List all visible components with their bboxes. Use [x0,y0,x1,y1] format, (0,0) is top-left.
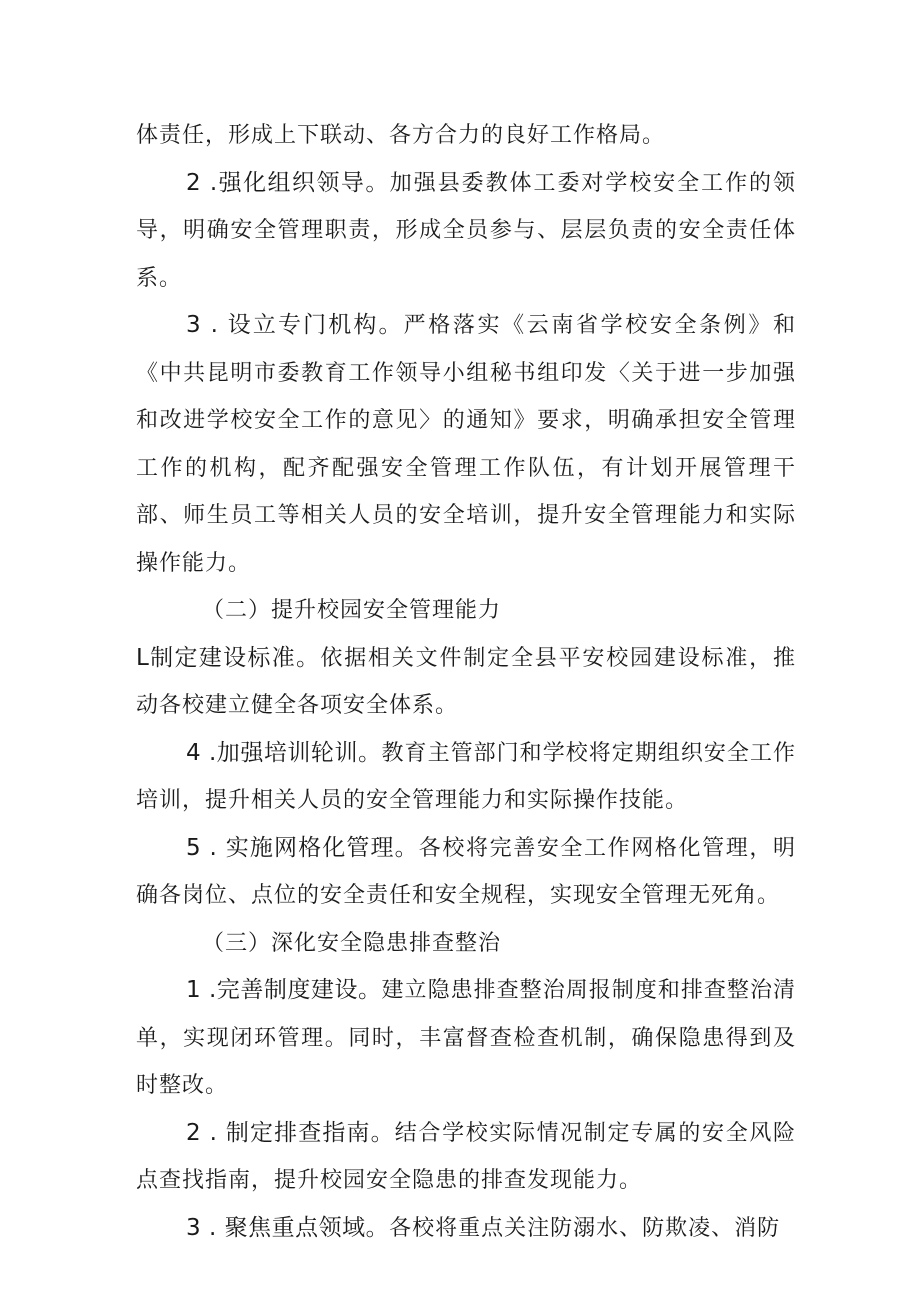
paragraph-body: 各校将重点关注防溺水、防欺凌、消防 [389,1215,781,1241]
section-heading-3: （三）深化安全隐患排查整治 [202,930,502,956]
paragraph-body: 依据相关文件制定全县平安校园建设标准，推动各校建立健全各项安全体系。 [136,645,796,718]
paragraph-body: 各校将完善安全工作网格化管理，明确各岗位、点位的安全责任和安全规程，实现安全管理无死角。 [136,835,796,908]
paragraph-item-3 [136,302,796,587]
document-body [136,112,796,1252]
paragraph-lead: 1 .完善制度建设。 [186,977,382,1003]
paragraph-body: 严格落实《云南省学校安全条例》和《中共昆明市委教育工作领导小组秘书组印发〈关于进一步加强和改进学校安全工作的意见〉的通知》要求，明确承担安全管理工作的机构，配齐配强安全管理工作队伍，有计划开展管理干部、师生员工等相关人员的安全培训，提升安全管理能力和实际操作能力。 [136,313,796,576]
paragraph-lead: L制定建设标准。 [136,644,321,671]
paragraph-body: 体责任，形成上下联动、各方合力的良好工作格局。 [136,123,666,148]
paragraph-item-3b [136,1205,796,1253]
paragraph-item-2 [136,160,796,303]
paragraph-body: 建立隐患排查整治周报制度和排查整治清单，实现闭环管理。同时，丰富督查检查机制，确保隐患得到及时整改。 [136,978,796,1098]
paragraph-item-l [136,635,796,730]
paragraph-item-1 [136,967,796,1110]
paragraph-item-5 [136,825,796,920]
paragraph-lead: 5 . 实施网格化管理。 [186,834,419,861]
paragraph-item-2b [136,1110,796,1205]
paragraph-body: 教育主管部门和学校将定期组织安全工作培训，提升相关人员的安全管理能力和实际操作技能。 [136,740,796,813]
section-heading-2: （二）提升校园安全管理能力 [202,598,502,623]
paragraph-lead: 3 . 聚焦重点领域。 [186,1214,390,1241]
paragraph-lead: 4 .加强培训轮训。 [186,739,382,766]
paragraph-body: 结合学校实际情况制定专属的安全风险点查找指南，提升校园安全隐患的排查发现能力。 [136,1120,796,1193]
paragraph-lead: 3 . 设立专门机构。 [186,312,404,338]
paragraph-lead: 2 .强化组织领导。 [186,169,390,196]
paragraph-lead: 2 . 制定排查指南。 [186,1119,395,1146]
paragraph-item-4 [136,730,796,825]
paragraph-body: 加强县委教体工委对学校安全工作的领导，明确安全管理职责，形成全员参与、层层负责的安全责任体系。 [136,170,796,291]
paragraph-continuation [136,112,796,160]
